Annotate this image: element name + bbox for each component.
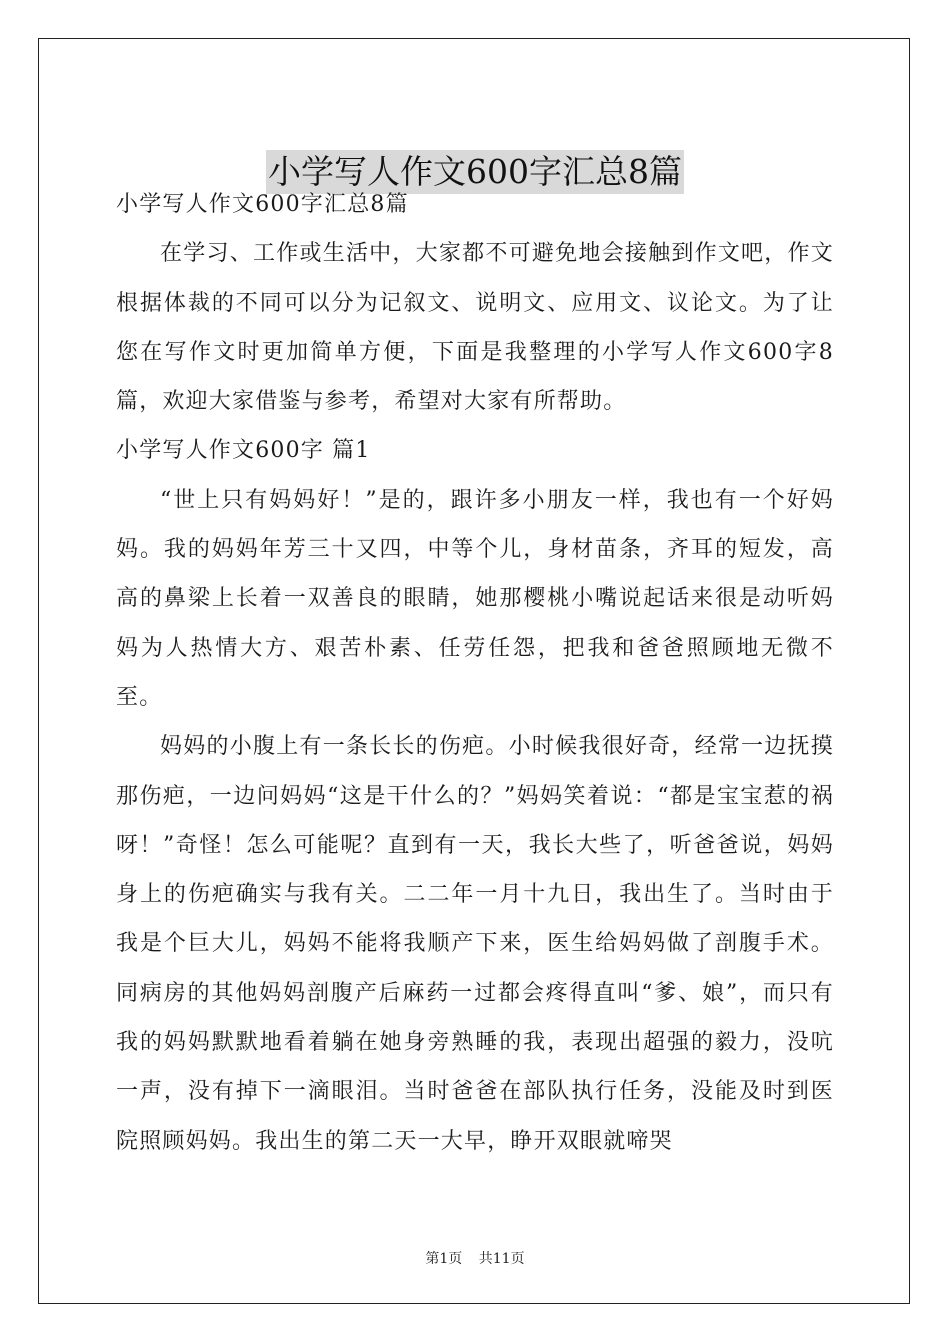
document-subtitle: 小学写人作文600字汇总8篇 [116,192,409,217]
page-footer [0,1248,950,1268]
document-body [116,180,834,1166]
section-heading: 小学写人作文600字 篇1 [116,438,371,464]
document-title: 小学写人作文600字汇总8篇 [266,150,684,194]
page-number: 第1页 [425,1251,463,1267]
body-paragraph-2: 妈妈的小腹上有一条长长的伤疤。小时候我很好奇，经常一边抚摸那伤疤，一边问妈妈“这是干什么的？”妈妈笑着说：“都是宝宝惹的祸呀！”奇怪！怎么可能呢？直到有一天，我长大些了，听爸爸说，妈妈身上的伤疤确实与我有关。二二年一月十九日，我出生了。当时由于我是个巨大儿，妈妈不能将我顺产下来，医生给妈妈做了剖腹手术。同病房的其他妈妈剖腹产后麻药一过都会疼得直叫“爹、娘”，而只有我的妈妈默默地看着躺在她身旁熟睡的我，表现出超强的毅力，没吭一声，没有掉下一滴眼泪。当时爸爸在部队执行任务，没能及时到医院照顾妈妈。我出生的第二天一大早，睁开双眼就啼哭 [116,734,834,1154]
page-total: 共11页 [478,1251,525,1267]
body-paragraph-1: “世上只有妈妈好！”是的，跟许多小朋友一样，我也有一个好妈妈。我的妈妈年芳三十又四，中等个儿，身材苗条，齐耳的短发，高高的鼻梁上长着一双善良的眼睛，她那樱桃小嘴说起话来很是动听妈妈为人热情大方、艰苦朴素、任劳任怨，把我和爸爸照顾地无微不至。 [116,487,834,710]
intro-paragraph: 在学习、工作或生活中，大家都不可避免地会接触到作文吧，作文根据体裁的不同可以分为记叙文、说明文、应用文、议论文。为了让您在写作文时更加简单方便，下面是我整理的小学写人作文600字8篇，欢迎大家借鉴与参考，希望对大家有所帮助。 [116,241,834,415]
